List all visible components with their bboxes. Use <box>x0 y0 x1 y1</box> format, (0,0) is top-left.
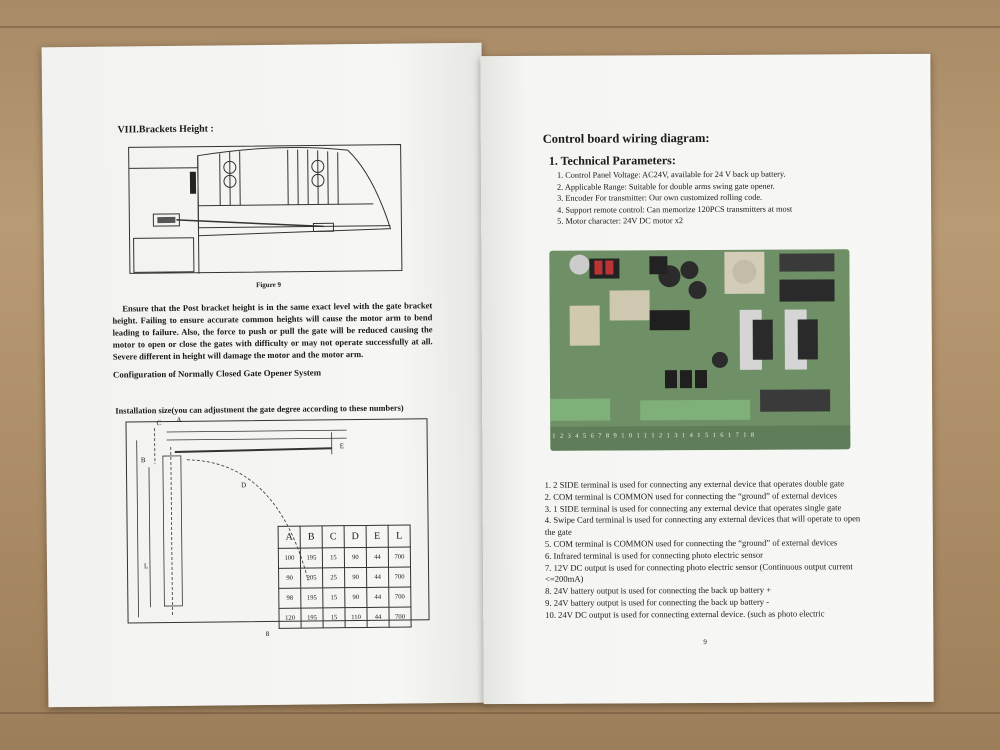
label-e: E <box>339 442 345 451</box>
table-cell: 44 <box>367 567 389 587</box>
terminal-number: 12 <box>651 432 667 440</box>
table-header-row <box>278 525 410 548</box>
page-number-8: 8 <box>265 629 270 639</box>
spec-item: 3. Encoder For transmitter: Our own customized rolling code. <box>557 192 763 203</box>
terminal-number: 17 <box>727 431 744 439</box>
terminal-list <box>545 478 864 621</box>
table-cell: 90 <box>345 587 367 607</box>
table-cell: 90 <box>344 547 366 567</box>
config-heading: Configuration of Normally Closed Gate Opener System <box>112 367 322 380</box>
label-a: A <box>176 415 182 424</box>
table-cell: 98 <box>279 588 301 608</box>
table-cell: 15 <box>323 608 345 628</box>
table-cell: 44 <box>367 587 389 607</box>
table-cell: 15 <box>323 588 345 608</box>
table-header: B <box>300 526 322 548</box>
installation-size-table <box>278 524 412 628</box>
table-row <box>279 567 411 588</box>
table-cell: 100 <box>278 548 300 568</box>
terminal-number: 9 <box>613 432 622 440</box>
terminal-item: 8. 24V battery output is used for connecting the back up battery + <box>545 584 772 597</box>
table-cell: 25 <box>323 568 345 588</box>
page-number-9: 9 <box>703 638 707 647</box>
control-board-photo <box>549 249 850 451</box>
table-header: D <box>344 525 366 547</box>
technical-parameters-heading: 1. Technical Parameters: <box>548 153 676 168</box>
table-header: L <box>388 525 410 547</box>
table-cell: 90 <box>279 568 301 588</box>
table-cell: 700 <box>389 567 411 587</box>
spec-item: 2. Applicable Range: Suitable for double arms swing gate opener. <box>556 181 775 192</box>
table-cell: 205 <box>301 568 323 588</box>
bracket-paragraph: Ensure that the Post bracket height is in the same exact level with the gate bracket height. Failing to ensure accurate common heights will cause the motor arm to bend leading to failure. Also, the force to push or pull the gate will be reduced causing the motor to open or close the gates with difficulty or may not operate successfully at all. Severe different in height will damage the motor and the motor arm. <box>112 300 433 362</box>
table-cell: 195 <box>300 548 322 568</box>
spec-item: 1. Control Panel Voltage: AC24V, available for 24 V back up battery. <box>556 169 786 180</box>
brackets-height-heading: VIII.Brackets Height : <box>117 123 214 136</box>
terminal-number: 2 <box>559 432 568 440</box>
terminal-item: 1. 2 SIDE terminal is used for connecting any external device that operates double gate <box>544 478 845 490</box>
label-l: L <box>143 562 149 571</box>
label-c: C <box>156 419 162 428</box>
table-cell: 120 <box>279 608 301 628</box>
table-cell: 700 <box>389 607 411 627</box>
terminal-number: 1 <box>552 432 560 440</box>
table-cell: 15 <box>322 548 344 568</box>
table-header: E <box>366 525 388 547</box>
table-row <box>279 607 411 628</box>
terminal-item: 4. Swipe Card terminal is used for connecting any external devices that will operate to open the gate <box>544 513 861 538</box>
terminal-item: 3. 1 SIDE terminal is used for connecting any external device that operates single gate <box>544 501 842 514</box>
terminal-item: 5. COM terminal is COMMON used for connecting the “ground” of external devices <box>544 537 838 549</box>
table-row <box>278 547 410 568</box>
table-header: A <box>278 526 300 548</box>
table-cell: 195 <box>301 608 323 628</box>
right-page <box>480 54 933 704</box>
figure-9-caption: Figure 9 <box>256 280 282 290</box>
control-board-graphic <box>549 249 850 451</box>
table-cell: 44 <box>367 607 389 627</box>
terminal-number: 4 <box>575 432 583 440</box>
terminal-item: 2. COM terminal is COMMON used for connecting the “ground” of external devices <box>544 490 837 502</box>
installation-size-heading: Installation size(you can adjustment the gate degree according to these numbers) <box>115 403 404 416</box>
spec-item: 5. Motor character: 24V DC motor x2 <box>557 216 684 226</box>
terminal-number: 14 <box>681 432 698 440</box>
terminal-number: 13 <box>666 432 682 440</box>
table-row <box>279 587 411 608</box>
table-cell: 44 <box>366 547 388 567</box>
terminal-item: 6. Infrared terminal is used for connecting photo electric sensor <box>544 549 764 561</box>
terminal-item: 7. 12V DC output is used for connecting photo electric sensor (Continuous output current <=200mA) <box>544 560 853 585</box>
table-cell: 700 <box>388 547 410 567</box>
table-cell: 195 <box>301 588 323 608</box>
terminal-number: 7 <box>598 432 606 440</box>
terminal-number: 10 <box>621 432 637 440</box>
terminal-item: 10. 24V DC output is used for connecting external device. (such as photo electric <box>545 608 825 620</box>
terminal-number: 5 <box>582 432 591 440</box>
table-cell: 110 <box>345 607 367 627</box>
terminal-number: 15 <box>697 431 713 440</box>
table-cell: 700 <box>389 587 411 607</box>
terminal-number: 3 <box>567 432 576 440</box>
terminal-number: 8 <box>605 432 614 440</box>
terminal-number: 18 <box>743 431 759 439</box>
figure-9-gate-drawing <box>128 144 404 277</box>
terminal-item: 9. 24V battery output is used for connecting the back up battery - <box>545 596 770 608</box>
terminal-number: 16 <box>712 431 728 439</box>
wiring-diagram-title: Control board wiring diagram: <box>542 130 710 146</box>
table-header: C <box>322 526 344 548</box>
left-page <box>42 43 489 708</box>
terminal-number-strip <box>552 432 758 440</box>
installation-diagram <box>125 415 429 623</box>
terminal-number: 6 <box>590 432 599 440</box>
spec-item: 4. Support remote control: Can memorize 120PCS transmitters at most <box>557 204 793 215</box>
terminal-number: 11 <box>636 432 652 440</box>
table-cell: 90 <box>345 567 367 587</box>
label-d: D <box>241 481 247 490</box>
label-b: B <box>140 456 146 465</box>
spec-list <box>557 168 887 227</box>
